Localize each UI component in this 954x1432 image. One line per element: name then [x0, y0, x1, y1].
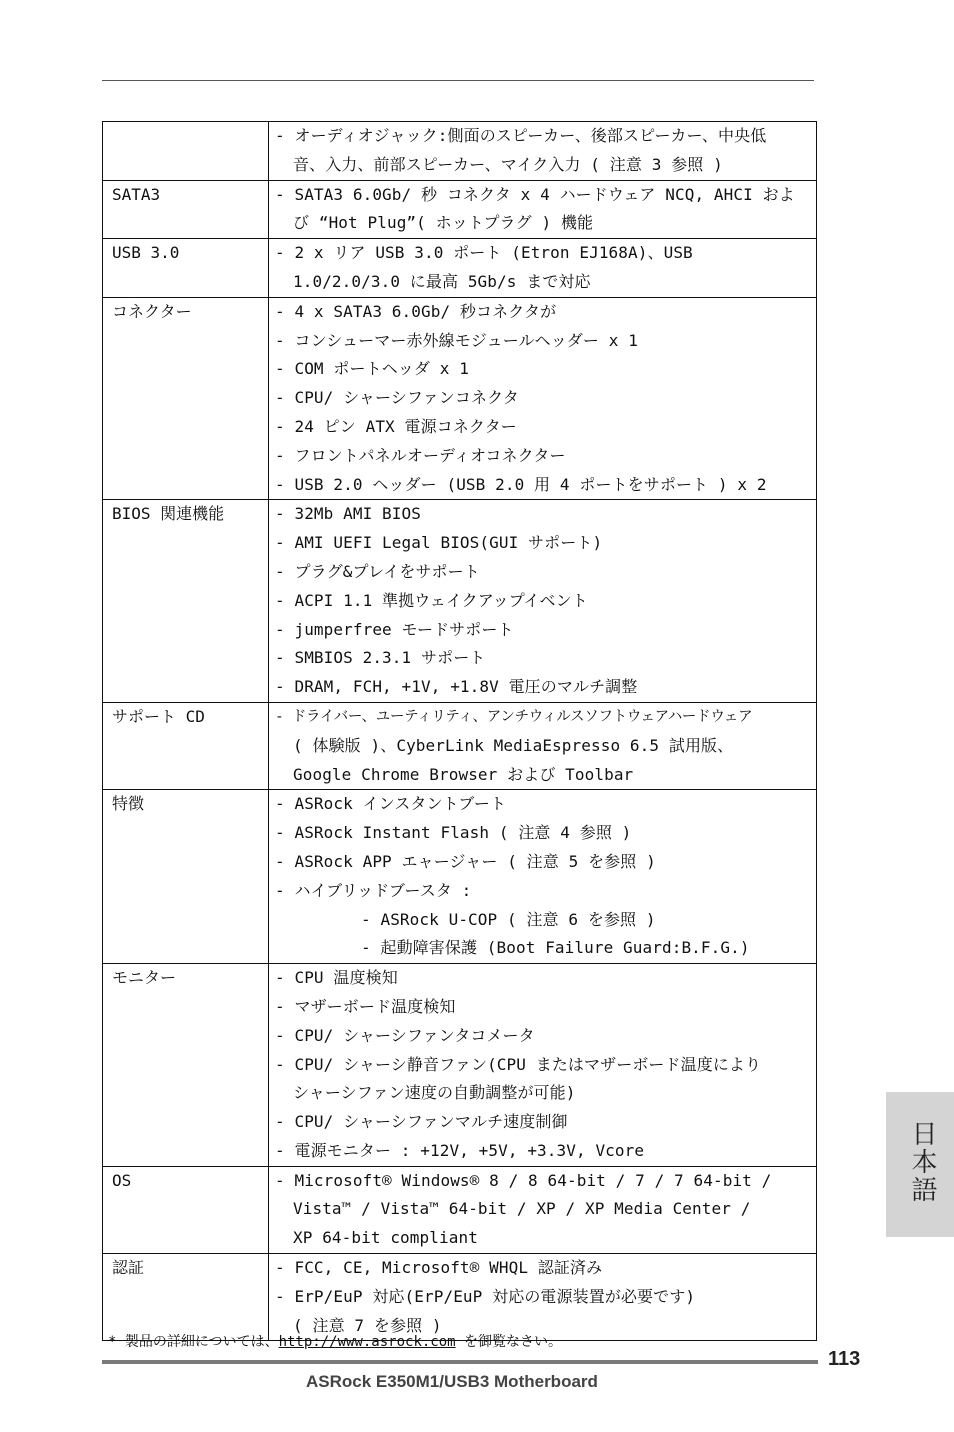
spec-row [103, 790, 817, 964]
language-tab [886, 1092, 954, 1237]
spec-row [103, 1254, 817, 1341]
spec-line: - 24 ピン ATX 電源コネクター [275, 416, 517, 436]
spec-row [103, 964, 817, 1167]
spec-label: モニター [103, 964, 269, 1167]
spec-line: - 起動障害保護 (Boot Failure Guard:B.F.G.) [361, 938, 750, 958]
spec-line: - ドライバー、ユーティリティ、アンチウィルスソフトウェアハードウェア [275, 708, 753, 725]
spec-line: - FCC, CE, Microsoft® WHQL 認証済み [275, 1258, 603, 1278]
spec-row [103, 180, 817, 239]
spec-line: - jumperfree モードサポート [275, 619, 514, 639]
spec-line: - CPU/ シャーシ静音ファン(CPU またはマザーボード温度により [275, 1054, 762, 1074]
spec-line: - AMI UEFI Legal BIOS(GUI サポート) [275, 533, 603, 553]
spec-content [269, 964, 817, 1167]
spec-line: - ASRock APP エャージャー ( 注意 5 を参照 ) [275, 851, 656, 871]
spec-label: SATA3 [103, 180, 269, 239]
spec-row [103, 702, 817, 789]
spec-line: - 電源モニター : +12V, +5V, +3.3V, Vcore [275, 1140, 645, 1160]
page-number: 113 [828, 1348, 861, 1370]
spec-line: - CPU 温度検知 [275, 968, 398, 988]
spec-line: - ACPI 1.1 準拠ウェイクアップイベント [275, 590, 588, 610]
spec-line: - USB 2.0 ヘッダー (USB 2.0 用 4 ポートをサポート ) x 2 [275, 474, 767, 494]
spec-label: コネクター [103, 297, 269, 500]
spec-row [103, 239, 817, 298]
spec-line: XP 64-bit compliant [293, 1228, 478, 1248]
spec-line: - CPU/ シャーシファンタコメータ [275, 1025, 535, 1045]
footer-title: ASRock E350M1/USB3 Motherboard [306, 1372, 598, 1391]
spec-row [103, 500, 817, 703]
spec-label: BIOS 関連機能 [103, 500, 269, 703]
spec-line: - CPU/ シャーシファンコネクタ [275, 388, 519, 408]
spec-line: ( 体験版 )、CyberLink MediaEspresso 6.5 試用版、 [293, 735, 734, 755]
spec-line: - フロントパネルオーディオコネクター [275, 445, 566, 465]
spec-line: - 32Mb AMI BIOS [275, 504, 421, 524]
spec-line: Google Chrome Browser および Toolbar [293, 764, 634, 784]
spec-line: 音、入力、前部スピーカー、マイク入力 ( 注意 3 参照 ) [293, 154, 723, 174]
spec-line: - ASRock Instant Flash ( 注意 4 参照 ) [275, 823, 632, 843]
spec-line: - COM ポートヘッダ x 1 [275, 359, 469, 379]
spec-label [103, 122, 269, 181]
footnote-prefix: * 製品の詳細については、 [108, 1334, 279, 1350]
spec-line: び “Hot Plug”( ホットプラグ ) 機能 [293, 213, 594, 233]
spec-label: 特徴 [103, 790, 269, 964]
spec-line: 1.0/2.0/3.0 に最高 5Gb/s まで対応 [293, 271, 591, 291]
spec-content [269, 790, 817, 964]
header-rule [102, 80, 814, 81]
spec-label: 認証 [103, 1254, 269, 1341]
spec-line: - ハイブリッドブースタ : [275, 880, 472, 900]
spec-line: - SMBIOS 2.3.1 サポート [275, 648, 486, 668]
spec-line: - 2 x リア USB 3.0 ポート (Etron EJ168A)、USB [275, 243, 693, 263]
spec-line: - ErP/EuP 対応(ErP/EuP 対応の電源装置が必要です) [275, 1286, 696, 1306]
spec-content [269, 500, 817, 703]
spec-line: - ASRock インスタントブート [275, 794, 507, 814]
spec-line: - 4 x SATA3 6.0Gb/ 秒コネクタが [275, 301, 557, 321]
footer-rule [102, 1360, 818, 1364]
asrock-website-link[interactable]: http://www.asrock.com [278, 1334, 456, 1350]
spec-line: - オーディオジャック:側面のスピーカー、後部スピーカー、中央低 [275, 126, 767, 145]
spec-content [269, 239, 817, 298]
language-tab-label: 日本語 [907, 1120, 937, 1204]
footnote-suffix: を御覧なさい。 [455, 1334, 563, 1350]
spec-content [269, 1254, 817, 1341]
spec-line: - CPU/ シャーシファンマルチ速度制御 [275, 1112, 568, 1132]
spec-label: USB 3.0 [103, 239, 269, 298]
spec-content [269, 122, 817, 181]
spec-row [103, 122, 817, 181]
spec-row [103, 297, 817, 500]
spec-line: - DRAM, FCH, +1V, +1.8V 電圧のマルチ調整 [275, 677, 638, 697]
spec-line: - Microsoft® Windows® 8 / 8 64-bit / 7 / 7 64-bit / [275, 1170, 772, 1190]
spec-line: - マザーボード温度検知 [275, 996, 456, 1016]
spec-line: Vista™ / Vista™ 64-bit / XP / XP Media Center / [293, 1199, 751, 1219]
spec-label: OS [103, 1166, 269, 1253]
spec-line: - プラグ&プレイをサポート [275, 561, 480, 581]
spec-content [269, 1166, 817, 1253]
spec-label: サポート CD [103, 702, 269, 789]
spec-line: - ASRock U-COP ( 注意 6 を参照 ) [361, 909, 656, 929]
spec-table [102, 121, 817, 1341]
spec-line: シャーシファン速度の自動調整が可能) [293, 1083, 576, 1103]
spec-line: - コンシューマー赤外線モジュールヘッダー x 1 [275, 330, 638, 350]
spec-line: ( 注意 7 を参照 ) [293, 1315, 442, 1335]
spec-row [103, 1166, 817, 1253]
spec-content [269, 297, 817, 500]
footnote [108, 1331, 562, 1351]
spec-content [269, 180, 817, 239]
spec-content [269, 702, 817, 789]
spec-line: - SATA3 6.0Gb/ 秒 コネクタ x 4 ハードウェア NCQ, AHCI およ [275, 184, 795, 204]
